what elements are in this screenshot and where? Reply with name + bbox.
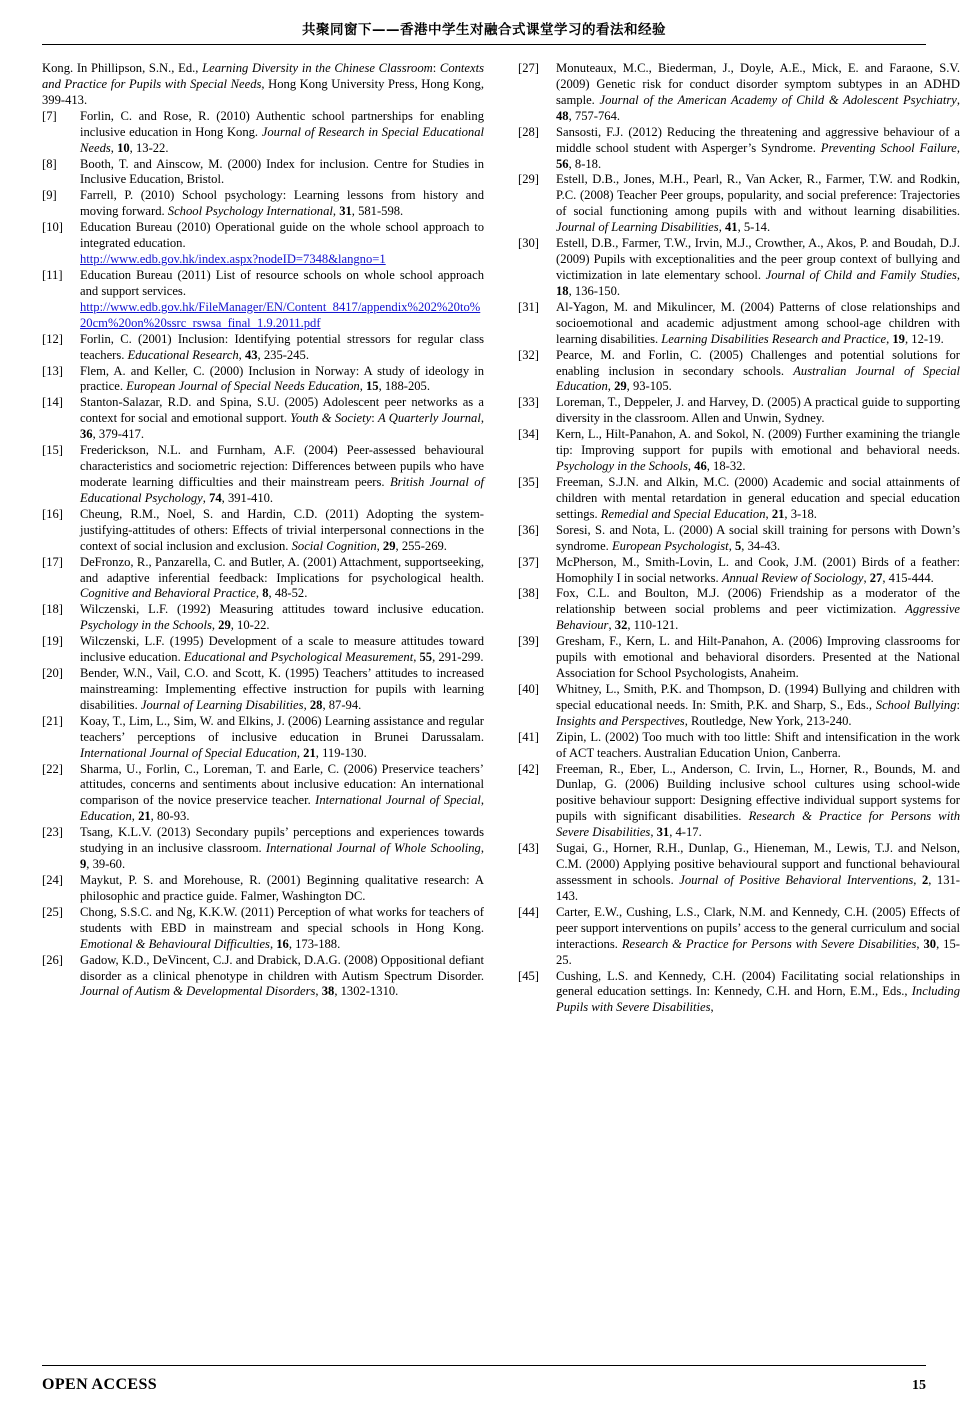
reference-text: McPherson, M., Smith-Lovin, L. and Cook, J.M. (2001) Birds of a feather: Homophily I in social networks. Annual Review of Sociology, 27, 415-444. xyxy=(556,554,960,585)
reference-text: Al-Yagon, M. and Mikulincer, M. (2004) Patterns of close relationships and socioemotional and academic adjustment among school-age children with learning disabilities. Learning Disabilities Research and Practice, 19, 12-19. xyxy=(556,299,960,346)
reference-entry xyxy=(42,507,484,555)
reference-text: Soresi, S. and Nota, L. (2000) A social skill training for persons with Down’s syndrome. European Psychologist, 5, 34-43. xyxy=(556,522,960,553)
reference-number: [27] xyxy=(518,61,539,75)
reference-text: Flem, A. and Keller, C. (2000) Inclusion in Norway: A study of ideology in practice. European Journal of Special Needs Education, 15, 188-205. xyxy=(80,363,484,394)
reference-text: Monuteaux, M.C., Biederman, J., Doyle, A.E., Mick, E. and Faraone, S.V. (2009) Genetic risk for conduct disorder symptom subtypes in an ADHD sample. Journal of the American Academy of Child & Adolescent Psychiatry, 48, 757-764. xyxy=(556,61,960,123)
reference-number: [32] xyxy=(518,347,539,362)
reference-number: [23] xyxy=(42,825,63,840)
reference-number: [40] xyxy=(518,681,539,696)
reference-text: Carter, E.W., Cushing, L.S., Clark, N.M. and Kennedy, C.H. (2005) Effects of peer support interventions on pupils’ access to the general curriculum and social interactions. Research & Practice for Persons with Severe Disabilities, 30, 15-25. xyxy=(556,904,960,967)
running-head: 共聚同窗下——香港中学生对融合式课堂学习的看法和经验 xyxy=(302,22,666,38)
reference-number: [42] xyxy=(518,761,539,776)
reference-text: Pearce, M. and Forlin, C. (2005) Challenges and potential solutions for enabling inclusion in secondary schools. Australian Journal of Special Education, 29, 93-105. xyxy=(556,347,960,394)
reference-text: Chong, S.S.C. and Ng, K.K.W. (2011) Perception of what works for teachers of students with EBD in mainstream and special schools in Hong Kong. Emotional & Behavioural Difficulties, 16, 173-188. xyxy=(80,904,484,951)
reference-number: [22] xyxy=(42,761,63,776)
reference-number: [9] xyxy=(42,188,57,203)
left-reference-list xyxy=(42,109,484,1001)
reference-entry xyxy=(518,125,960,173)
reference-number: [17] xyxy=(42,554,63,569)
reference-text: Booth, T. and Ainscow, M. (2000) Index for inclusion. Centre for Studies in Inclusive Education, Bristol. xyxy=(80,156,484,187)
reference-number: [36] xyxy=(518,522,539,537)
reference-number: [45] xyxy=(518,968,539,983)
reference-number: [7] xyxy=(42,108,57,123)
reference-text: Gresham, F., Kern, L. and Hilt-Panahon, A. (2006) Improving classrooms for pupils with emotional and behavioral disorders. Presented at the National Association for School Psychologists, Anaheim. xyxy=(556,634,960,681)
reference-text: Education Bureau (2011) List of resource schools on whole school approach and support services. http://www.edb.gov.hk/FileManager/EN/Content_8417/appendix%202%20to%20cm%20on%20ssrc_rswsa_final_1.9.2011.pdf xyxy=(80,267,484,330)
reference-number: [41] xyxy=(518,729,539,744)
reference-text: Fox, C.L. and Boulton, M.J. (2006) Friendship as a moderator of the relationship between social problems and peer victimization. Aggressive Behaviour, 32, 110-121. xyxy=(556,586,960,633)
reference-entry xyxy=(518,523,960,555)
reference-text: Wilczenski, L.F. (1992) Measuring attitudes toward inclusive education. Psychology in the Schools, 29, 10-22. xyxy=(80,602,484,633)
reference-number: [8] xyxy=(42,156,57,171)
reference-number: [12] xyxy=(42,331,63,346)
reference-entry xyxy=(42,188,484,220)
reference-text: Zipin, L. (2002) Too much with too little: Shift and intensification in the work of ACT teachers. Australian Education Union, Canberra. xyxy=(556,729,960,760)
reference-entry xyxy=(42,109,484,157)
reference-entry xyxy=(42,953,484,1001)
reference-number: [39] xyxy=(518,634,539,649)
reference-text: Estell, D.B., Farmer, T.W., Irvin, M.J., Crowther, A., Akos, P. and Boudah, D.J. (2009) Pupils with exceptionalities and the peer group context of bullying and victimization in late elementary school. Journal of Child and Family Studies, 18, 136-150. xyxy=(556,236,961,298)
reference-number: [21] xyxy=(42,713,63,728)
reference-number: [30] xyxy=(518,236,539,251)
reference-number: [16] xyxy=(42,506,63,521)
reference-entry xyxy=(518,969,960,1017)
reference-entry xyxy=(518,555,960,587)
reference-text: Gadow, K.D., DeVincent, C.J. and Drabick, D.A.G. (2008) Oppositional defiant disorder as a clinical phenotype in children with Autism Spectrum Disorder. Journal of Autism & Developmental Disorders, 38, 1302-1310. xyxy=(80,952,484,999)
reference-entry xyxy=(518,236,960,300)
reference-number: [43] xyxy=(518,841,539,856)
reference-text: DeFronzo, R., Panzarella, C. and Butler, A. (2001) Attachment, supportseeking, and adaptive inferential feedback: Implications for psychological health. Cognitive and Behavioral Practice, 8, 48-52. xyxy=(80,554,484,601)
reference-text: Education Bureau (2010) Operational guide on the whole school approach to integrated education. http://www.edb.gov.hk/index.aspx?nodeID=7348&langno=1 xyxy=(80,220,484,267)
reference-entry xyxy=(42,332,484,364)
reference-entry xyxy=(42,364,484,396)
reference-entry xyxy=(518,395,960,427)
reference-entry xyxy=(42,395,484,443)
left-column xyxy=(42,61,484,1016)
reference-text: Koay, T., Lim, L., Sim, W. and Elkins, J. (2006) Learning assistance and regular teachers’ perceptions of inclusive education in Brunei Darussalam. International Journal of Special Education, 21, 119-130. xyxy=(80,713,484,760)
reference-entry xyxy=(42,905,484,953)
reference-text: Frederickson, N.L. and Furnham, A.F. (2004) Peer-assessed behavioural characteristics and sociometric rejection: Differences between pupils who have moderate learning difficulties and their mainstream peers. British Journal of Educational Psychology, 74, 391-410. xyxy=(80,443,485,505)
reference-text: Forlin, C. and Rose, R. (2010) Authentic school partnerships for enabling inclusive education in Hong Kong. Journal of Research in Special Educational Needs, 10, 13-22. xyxy=(80,108,484,155)
reference-text: Kern, L., Hilt-Panahon, A. and Sokol, N. (2009) Further examining the triangle tip: Improving support for pupils with emotional and behavioral needs. Psychology in the Schools, 46, 18-32. xyxy=(556,427,960,474)
reference-text: Sansosti, F.J. (2012) Reducing the threatening and aggressive behaviour of a middle school student with Asperger’s Syndrome. Preventing School Failure, 56, 8-18. xyxy=(556,124,960,171)
reference-text: Stanton-Salazar, R.D. and Spina, S.U. (2005) Adolescent peer networks as a context for social and emotional support. Youth & Society: A Quarterly Journal, 36, 379-417. xyxy=(80,395,484,442)
reference-number: [29] xyxy=(518,172,539,187)
reference-text: Sugai, G., Horner, R.H., Dunlap, G., Hieneman, M., Lewis, T.J. and Nelson, C.M. (2000) Applying positive behavioural support and functional behavioural assessment in schools. Journal of Positive Behavioral Interventions, 2, 131-143. xyxy=(556,841,961,903)
reference-entry xyxy=(42,268,484,332)
reference-entry xyxy=(42,825,484,873)
reference-text: Wilczenski, L.F. (1995) Development of a scale to measure attitudes toward inclusive education. Educational and Psychological Measurement, 55, 291-299. xyxy=(80,634,484,665)
open-access-label: OPEN ACCESS xyxy=(42,1376,158,1393)
reference-number: [37] xyxy=(518,554,539,569)
reference-text: Whitney, L., Smith, P.K. and Thompson, D. (1994) Bullying and children with special educational needs. In: Smith, P.K. and Sharp, S., Eds., School Bullying: Insights and Perspectives, Routledge, New York, 213-240. xyxy=(556,681,960,728)
reference-entry xyxy=(42,634,484,666)
reference-number: [26] xyxy=(42,952,63,967)
reference-entry xyxy=(42,443,484,507)
reference-entry xyxy=(42,666,484,714)
reference-number: [34] xyxy=(518,427,539,442)
reference-number: [14] xyxy=(42,395,63,410)
reference-entry xyxy=(518,634,960,682)
reference-entry xyxy=(518,61,960,125)
reference-entry xyxy=(518,762,960,842)
reference-text: Tsang, K.L.V. (2013) Secondary pupils’ perceptions and experiences towards studying in an inclusive classroom. International Journal of Whole Schooling, 9, 39-60. xyxy=(80,825,484,872)
reference-text: Maykut, P. S. and Morehouse, R. (2001) Beginning qualitative research: A philosophic and practice guide. Falmer, Washington DC. xyxy=(80,873,484,903)
reference-text: Freeman, S.J.N. and Alkin, M.C. (2000) Academic and social attainments of children with mental retardation in general education and special education settings. Remedial and Special Education, 21, 3-18. xyxy=(556,474,960,521)
footer-divider xyxy=(42,1365,926,1366)
reference-number: [44] xyxy=(518,904,539,919)
reference-number: [25] xyxy=(42,904,63,919)
reference-entry xyxy=(518,348,960,396)
reference-text: Sharma, U., Forlin, C., Loreman, T. and Earle, C. (2006) Preservice teachers’ attitudes, concerns and sentiments about inclusive education: An international comparison of the novice preservice teacher. International Journal of Special, Education, 21, 80-93. xyxy=(80,761,484,824)
reference-number: [24] xyxy=(42,873,63,888)
reference-number: [33] xyxy=(518,395,539,410)
reference-entry xyxy=(42,762,484,826)
reference-entry xyxy=(518,475,960,523)
reference-entry xyxy=(518,300,960,348)
page-number: 15 xyxy=(912,1378,926,1393)
page-footer xyxy=(0,1376,968,1394)
reference-text: Forlin, C. (2001) Inclusion: Identifying potential stressors for regular class teachers. Educational Research, 43, 235-245. xyxy=(80,331,484,362)
reference-url-link[interactable]: http://www.edb.gov.hk/FileManager/EN/Content_8417/appendix%202%20to%20cm%20on%20ssrc_rswsa_final_1.9.2011.pdf xyxy=(80,299,481,330)
reference-entry xyxy=(42,714,484,762)
reference-text: Loreman, T., Deppeler, J. and Harvey, D. (2005) A practical guide to supporting diversity in the classroom. Allen and Unwin, Sydney. xyxy=(556,395,960,426)
reference-number: [38] xyxy=(518,586,539,601)
reference-continuation-text: Kong. In Phillipson, S.N., Ed., Learning Diversity in the Chinese Classroom: Contexts and Practice for Pupils with Special Needs, Hong Kong University Press, Hong Kong, 399-413. xyxy=(42,61,484,107)
reference-entry xyxy=(518,427,960,475)
two-column-body xyxy=(0,45,968,1016)
reference-text: Freeman, R., Eber, L., Anderson, C. Irvin, L., Horner, R., Bounds, M. and Dunlap, G. (2006) Building inclusive school cultures using school-wide positive behaviour support: Designing effective individual support systems for pupils with significant disabilities. Research & Practice for Persons with Severe Disabilities, 31, 4-17. xyxy=(556,761,960,840)
reference-text: Estell, D.B., Jones, M.H., Pearl, R., Van Acker, R., Farmer, T.W. and Rodkin, P.C. (2008) Teacher Peer groups, popularity, and social preference: Trajectories of social functioning among pupils with and without learning disabilities. Journal of Learning Disabilities, 41, 5-14. xyxy=(556,172,960,235)
reference-number: [15] xyxy=(42,443,63,458)
reference-entry xyxy=(42,873,484,905)
reference-entry xyxy=(518,682,960,730)
reference-continuation xyxy=(42,61,484,109)
reference-entry xyxy=(518,841,960,905)
reference-number: [13] xyxy=(42,363,63,378)
reference-number: [18] xyxy=(42,602,63,617)
reference-number: [11] xyxy=(42,267,63,282)
reference-entry xyxy=(42,220,484,268)
reference-text: Bender, W.N., Vail, C.O. and Scott, K. (1995) Teachers’ attitudes to increased mainstreaming: Implementing effective instruction for pupils with learning disabilities. Journal of Learning Disabilities, 28, 87-94. xyxy=(80,666,484,712)
reference-entry xyxy=(518,905,960,969)
reference-text: Cushing, L.S. and Kennedy, C.H. (2004) Facilitating social relationships in general education settings. In: Kennedy, C.H. and Horn, E.M., Eds., Including Pupils with Severe Disabilities, xyxy=(556,968,960,1015)
reference-number: [28] xyxy=(518,124,539,139)
reference-entry xyxy=(518,730,960,762)
reference-text: Cheung, R.M., Noel, S. and Hardin, C.D. (2011) Adopting the system-justifying-attitudes of others: Effects of trivial interpersonal connections in the context of social inclusion and exclusion. Social Cognition, 29, 255-269. xyxy=(80,506,484,553)
reference-url-link[interactable]: http://www.edb.gov.hk/index.aspx?nodeID=7348&langno=1 xyxy=(80,252,386,267)
reference-number: [19] xyxy=(42,634,63,649)
right-reference-list xyxy=(518,61,960,1016)
reference-entry xyxy=(42,602,484,634)
reference-number: [31] xyxy=(518,299,539,314)
reference-number: [10] xyxy=(42,220,63,235)
reference-entry xyxy=(42,555,484,603)
reference-text: Farrell, P. (2010) School psychology: Learning lessons from history and moving forward. School Psychology International, 31, 581-598. xyxy=(80,188,484,219)
reference-entry xyxy=(518,586,960,634)
right-column xyxy=(518,61,960,1016)
reference-number: [35] xyxy=(518,474,539,489)
reference-entry xyxy=(518,172,960,236)
reference-number: [20] xyxy=(42,666,63,681)
reference-entry xyxy=(42,157,484,189)
